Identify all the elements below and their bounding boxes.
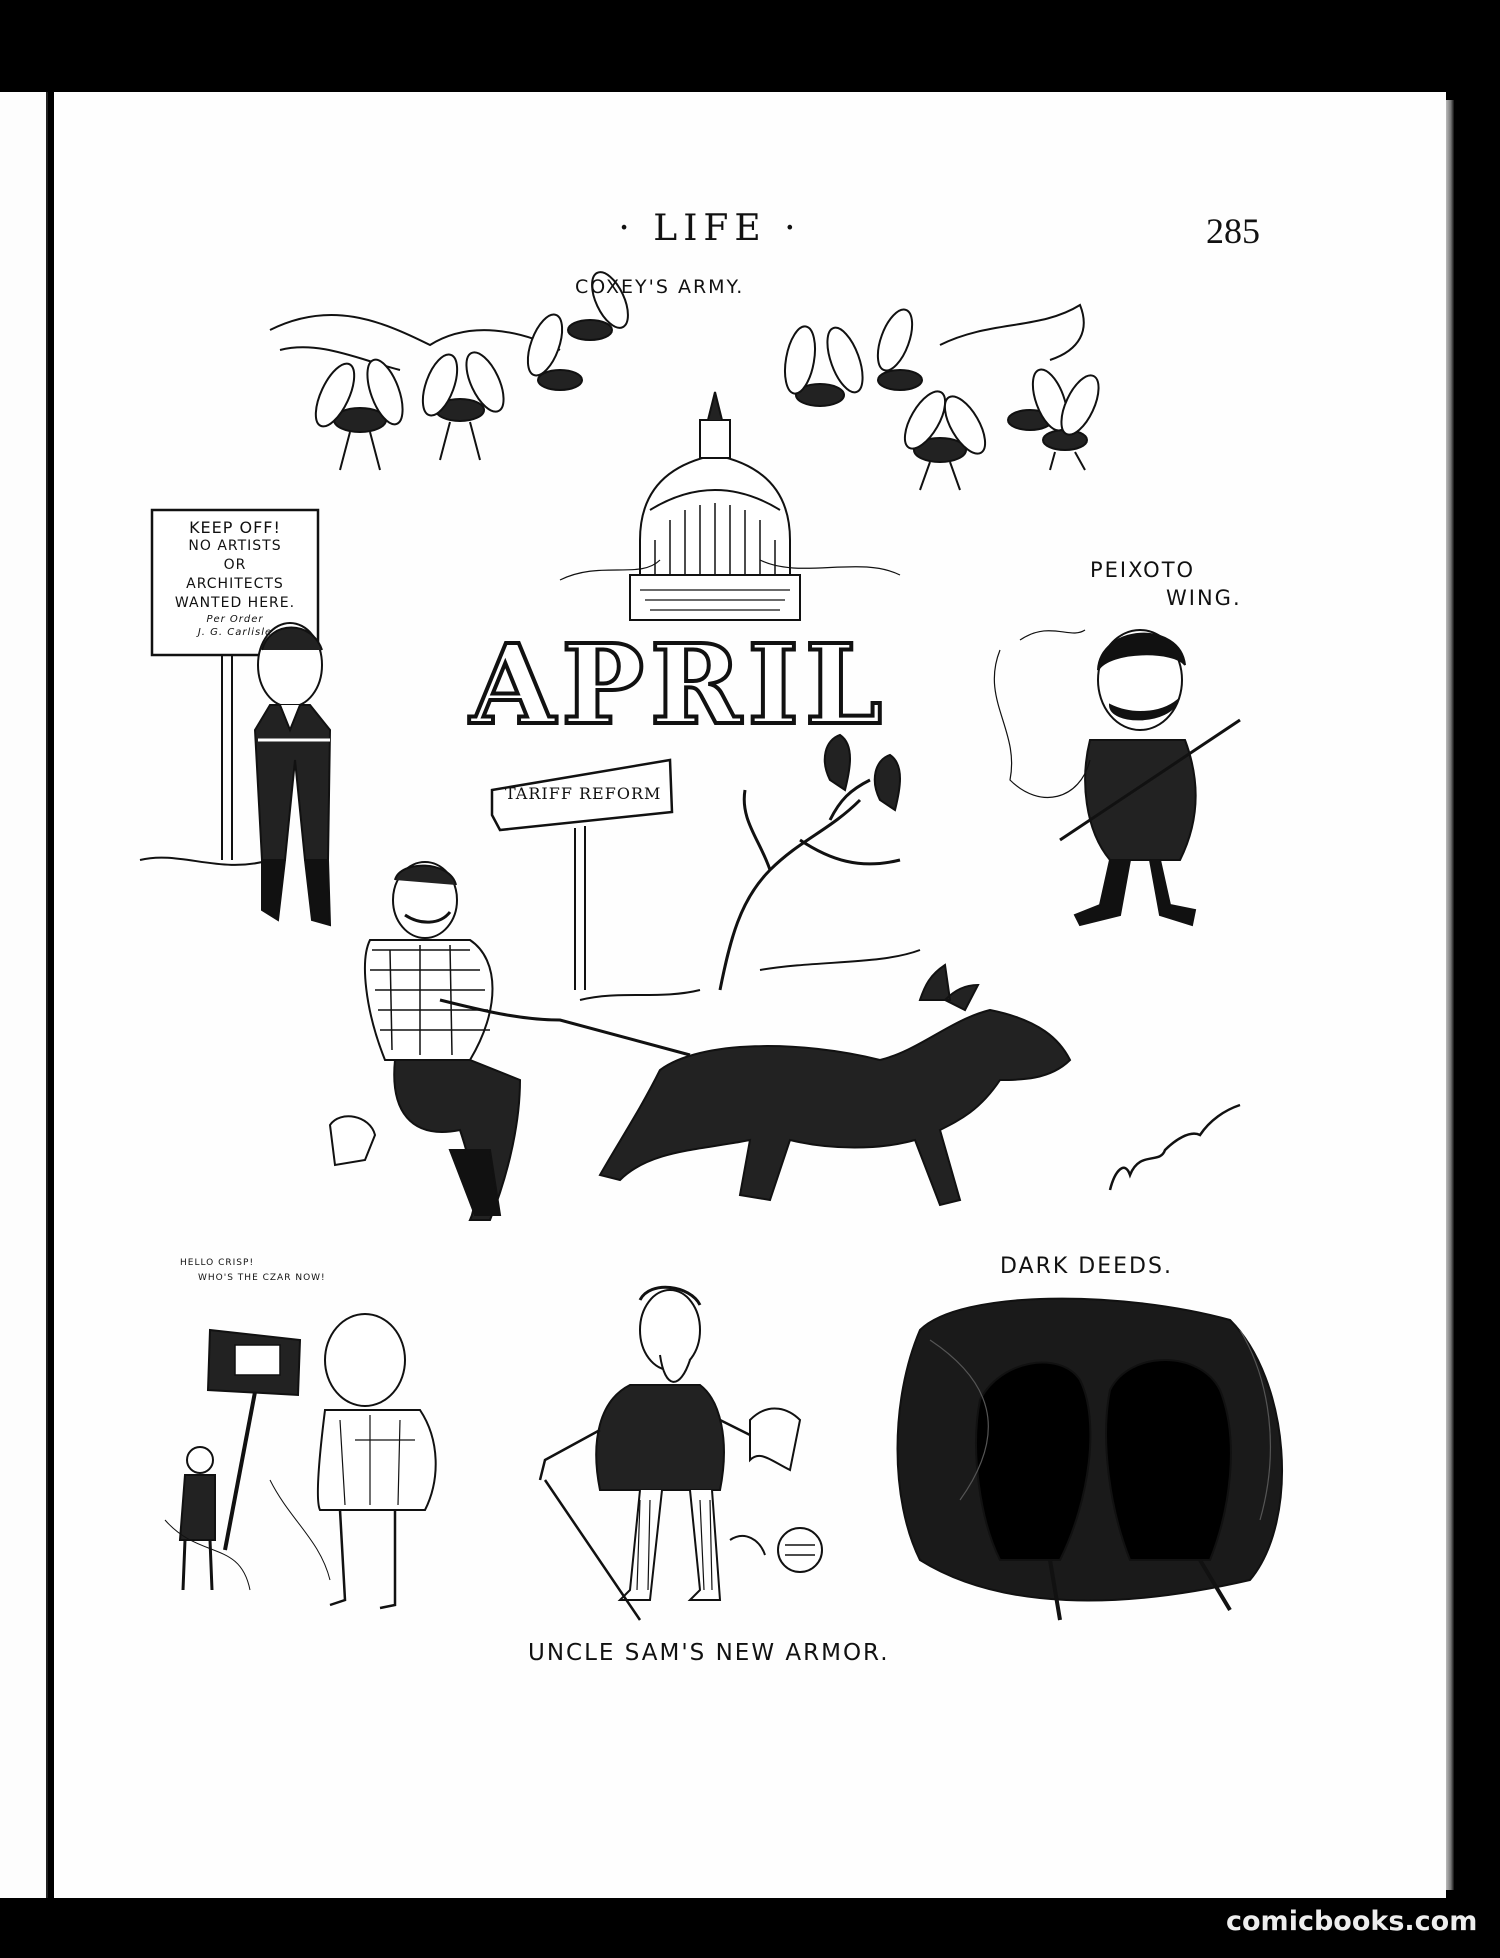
carlisle-figure [255,623,330,925]
caption-uncle-sam: UNCLE SAM'S NEW ARMOR. [528,1640,890,1666]
sign-line-2: NO ARTISTS [188,538,282,554]
sign-line-4: ARCHITECTS [186,576,284,592]
uncle-sam-illustration [540,1287,822,1620]
magazine-masthead: · LIFE · [618,208,802,249]
tariff-reform-sign-text: TARIFF REFORM [505,784,662,803]
capitol-dome-illustration [560,392,900,620]
crisp-speech-line2: WHO'S THE CZAR NOW! [198,1273,326,1283]
keep-off-sign-text [160,518,310,639]
watermark: comicbooks.com [1226,1906,1478,1937]
dark-deeds-illustration [898,1299,1283,1620]
sign-line-1: KEEP OFF! [189,518,281,537]
april-title: APRIL [470,620,889,749]
caption-dark-deeds: DARK DEEDS. [1000,1254,1173,1279]
caption-peixoto-wing [1090,556,1242,612]
sign-line-3: OR [223,557,247,573]
sign-line-5: WANTED HERE. [174,595,296,611]
coxeys-army-illustration [270,267,1106,490]
peixoto-figure-illustration [994,630,1240,925]
crisp-speech-line1: HELLO CRISP! [180,1258,255,1268]
sign-line-6: Per Order [206,614,264,625]
page-number: 285 [1206,211,1260,251]
caption-crisp-speech [180,1256,326,1286]
sign-line-7: J. G. Carlisle [197,627,273,638]
caption-coxeys-army: COXEY'S ARMY. [575,276,745,298]
crisp-and-reed-illustration [165,1314,436,1608]
caption-peixoto-line2: WING. [1166,586,1242,610]
donkey-figure [600,965,1070,1205]
caption-peixoto-line1: PEIXOTO [1090,558,1196,582]
artist-signature [1110,1105,1240,1190]
cleveland-and-donkey-illustration [330,862,1070,1220]
